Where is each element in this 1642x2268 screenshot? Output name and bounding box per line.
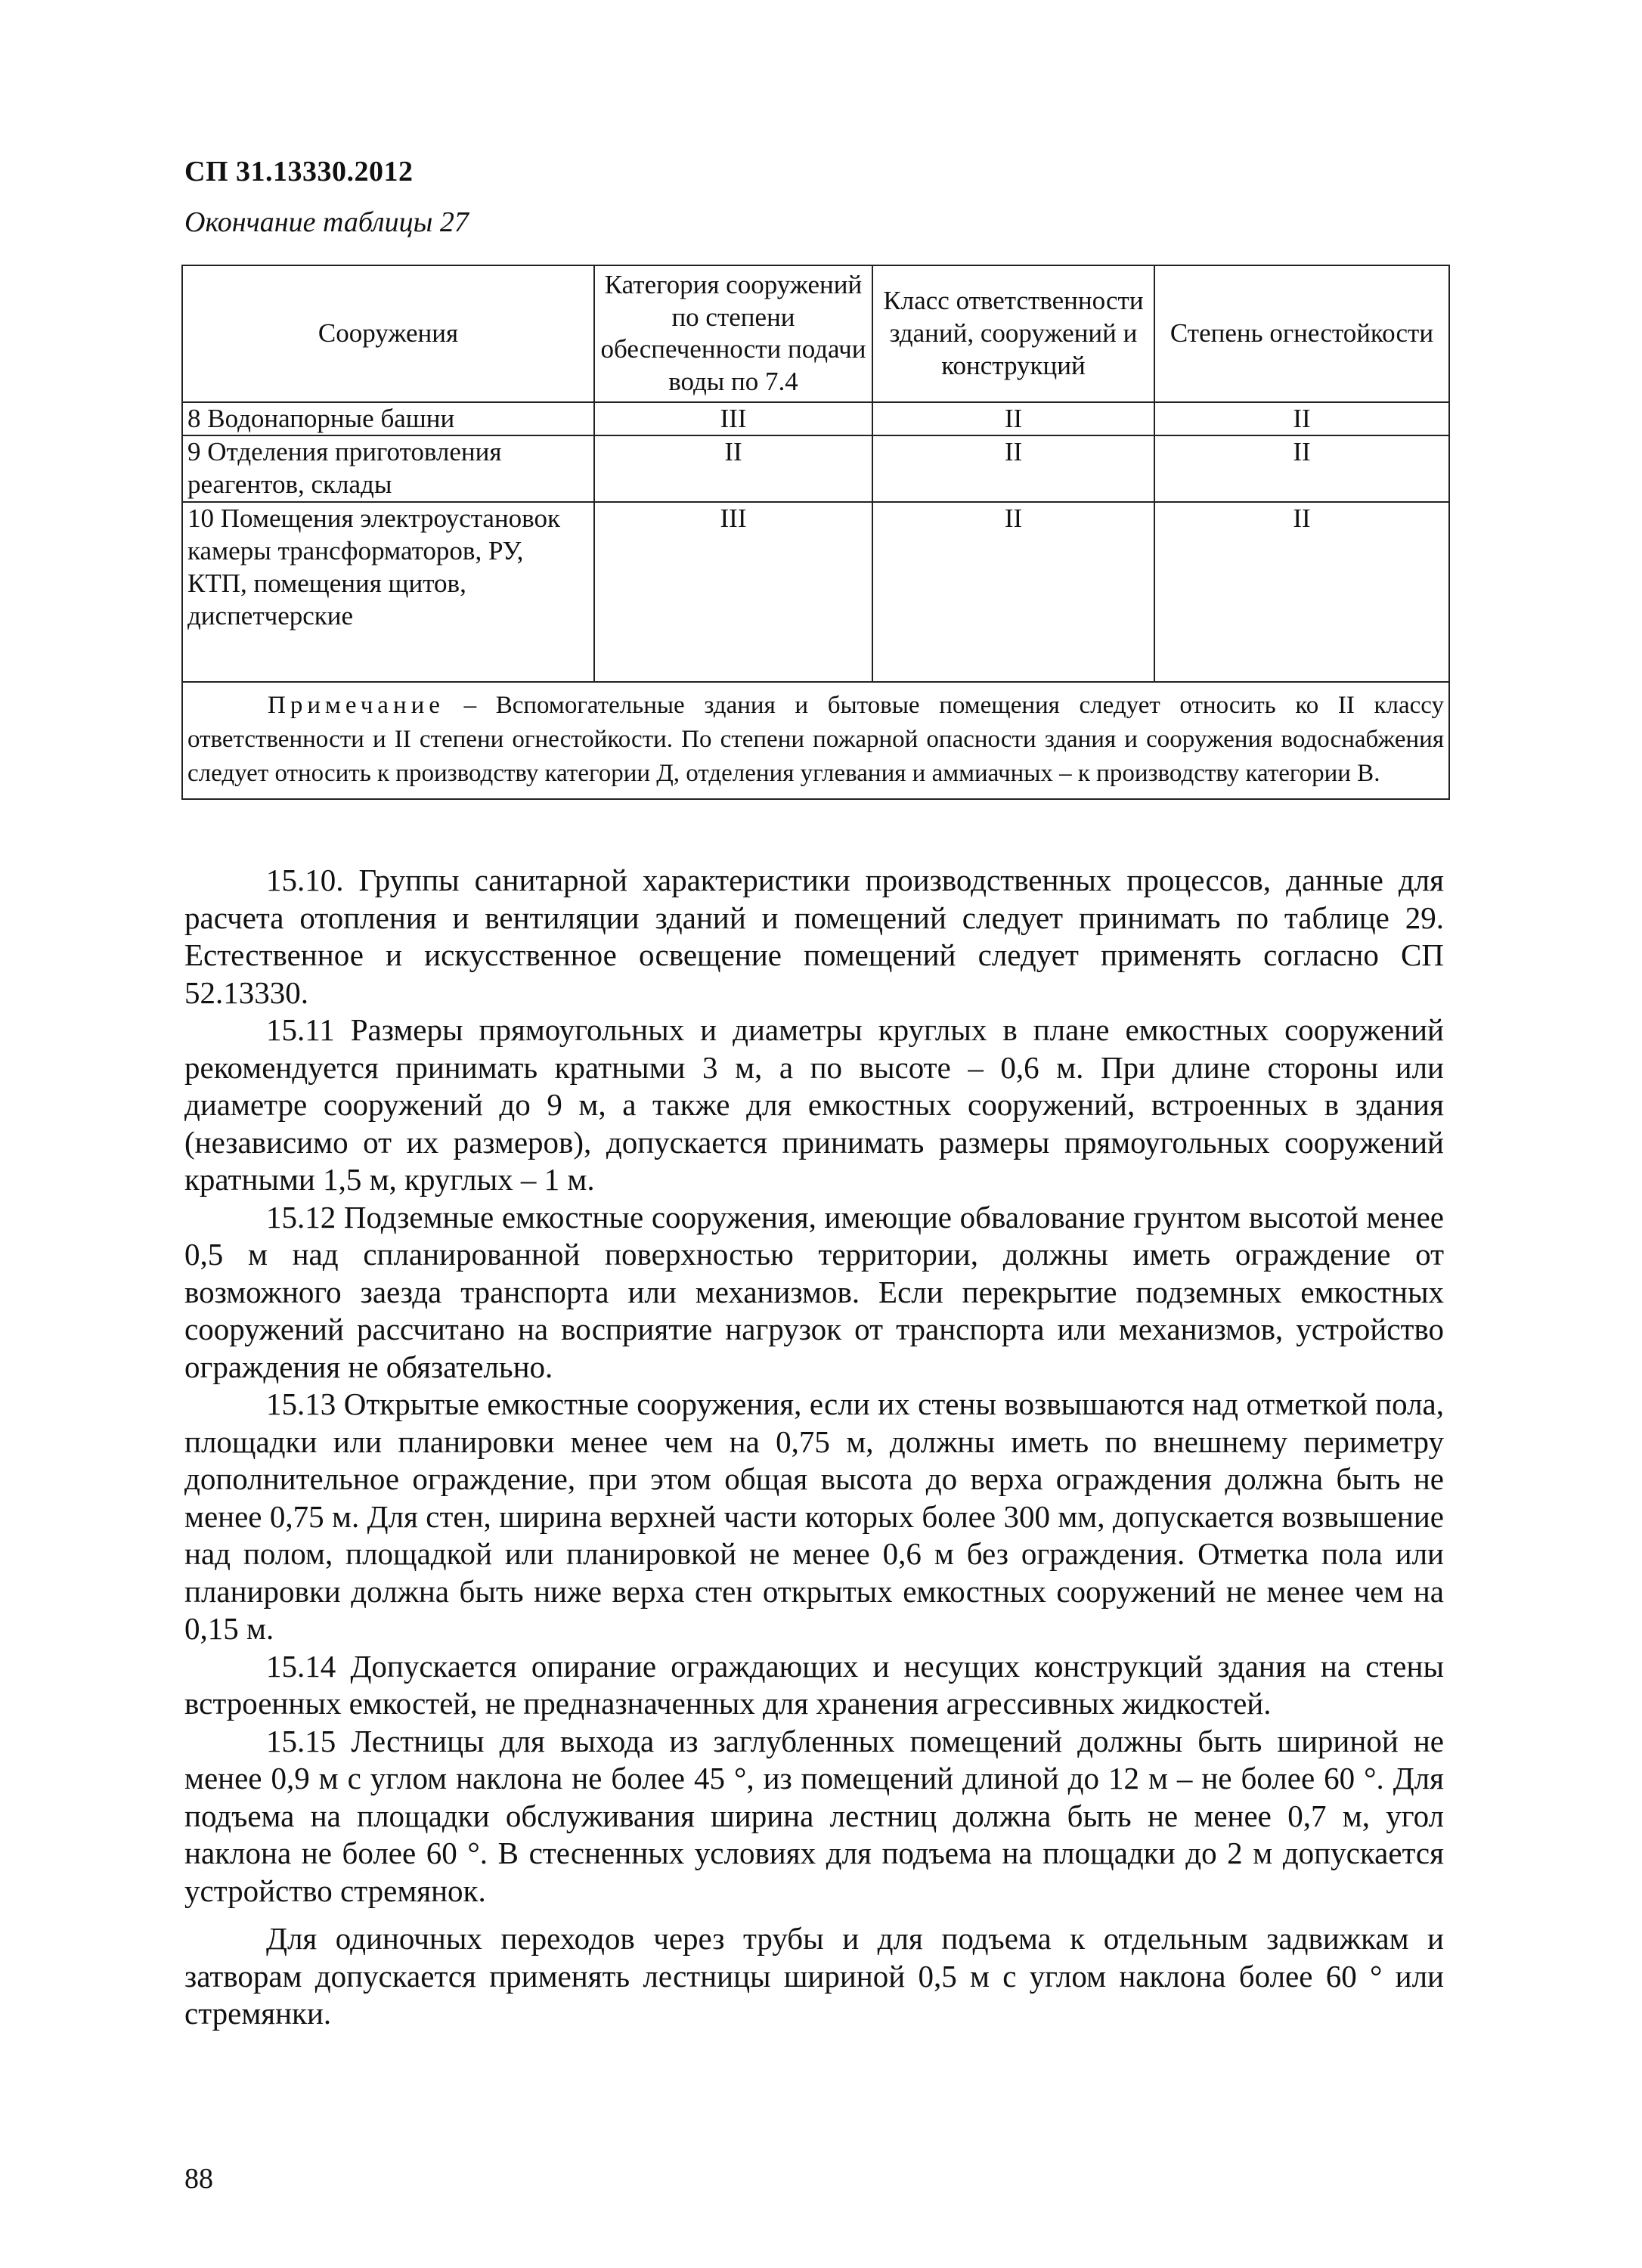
header-responsibility-class: Класс ответственности зданий, сооружений и конструкций [872,265,1154,402]
table-header-row [182,265,1449,402]
row-responsibility-class: II [872,402,1154,436]
row-category: II [594,435,872,502]
row-responsibility-class: II [872,502,1154,682]
page-number: 88 [184,2163,213,2195]
table-note [182,682,1449,799]
row-fire-resistance: II [1154,502,1449,682]
table-caption: Окончание таблицы 27 [184,206,469,238]
header-category: Категория сооружений по степени обеспеченности подачи воды по 7.4 [594,265,872,402]
row-category: III [594,402,872,436]
document-code: СП 31.13330.2012 [184,156,414,187]
row-fire-resistance: II [1154,435,1449,502]
table-27 [181,265,1450,800]
header-structures: Сооружения [182,265,594,402]
note-label: Примечание [268,692,445,720]
paragraph-15-14: 15.14 Допускается опирание ограждающих и несущих конструкций здания на стены встроенных емкостей, не предназначенных для хранения агрессивных жидкостей. [184,1648,1444,1721]
note-text: – Вспомогательные здания и бытовые помещения следует относить ко II классу ответственности и II степени огнестойкости. По степени пожарной опасности здания и сооружения водоснабжения следует относить к производству категории Д, отделения углевания и аммиачных – к производству категории В. [187,692,1444,788]
paragraph-15-12: 15.12 Подземные емкостные сооружения, имеющие обвалование грунтом высотой менее 0,5 м над спланированной поверхностью территории, должны иметь ограждение от возможного заезда транспорта или механизмов. Если перекрытие подземных емкостных сооружений рассчитано на восприятие нагрузок от транспорта или механизмов, устройство ограждения не обязательно. [184,1199,1444,1384]
paragraph-15-10: 15.10. Группы санитарной характеристики производственных процессов, данные для расчета отопления и вентиляции зданий и помещений следует принимать по таблице 29. Естественное и искусственное освещение помещений следует применять согласно СП 52.13330. [184,863,1444,1010]
table-row [182,402,1449,436]
table-row [182,435,1449,502]
paragraph-15-15: 15.15 Лестницы для выхода из заглубленных помещений должны быть шириной не менее 0,9 м с углом наклона не более 45 °, из помещений длиной до 12 м – не более 60 °. Для подъема на площадки обслуживания ширина лестниц должна быть не менее 0,7 м, угол наклона не более 60 °. В стесненных условиях для подъема на площадки до 2 м допускается устройство стремянок. [184,1723,1444,1908]
paragraph-ladders-note: Для одиночных переходов через трубы и для подъема к отдельным задвижкам и затворам допускается применять лестницы шириной 0,5 м с углом наклона более 60 ° или стремянки. [184,1921,1444,2031]
row-responsibility-class: II [872,435,1154,502]
row-structure-name: 9 Отделения приготовления реагентов, склады [182,435,594,502]
row-fire-resistance: II [1154,402,1449,436]
paragraph-15-11: 15.11 Размеры прямоугольных и диаметры круглых в плане емкостных сооружений рекомендуется принимать кратными 3 м, а по высоте – 0,6 м. При длине стороны или диаметре сооружений до 9 м, а также для емкостных сооружений, встроенных в здания (независимо от их размеров), допускается принимать размеры прямоугольных сооружений кратными 1,5 м, круглых – 1 м. [184,1012,1444,1197]
table-note-row [182,682,1449,799]
table-row [182,502,1449,682]
header-fire-resistance: Степень огнестойкости [1154,265,1449,402]
row-structure-name: 10 Помещения электроустановок камеры трансформаторов, РУ, КТП, помещения щитов, диспетчерские [182,502,594,682]
body-text [184,862,1444,2033]
row-category: III [594,502,872,682]
row-structure-name: 8 Водонапорные башни [182,402,594,436]
paragraph-15-13: 15.13 Открытые емкостные сооружения, если их стены возвышаются над отметкой пола, площадки или планировки менее чем на 0,75 м, должны иметь по внешнему периметру дополнительное ограждение, при этом общая высота до верха ограждения должна быть не менее 0,75 м. Для стен, ширина верхней части которых более 300 мм, допускается возвышение над полом, площадкой или планировкой не менее 0,6 м без ограждения. Отметка пола или планировки должна быть ниже верха стен открытых емкостных сооружений не менее чем на 0,15 м. [184,1387,1444,1646]
